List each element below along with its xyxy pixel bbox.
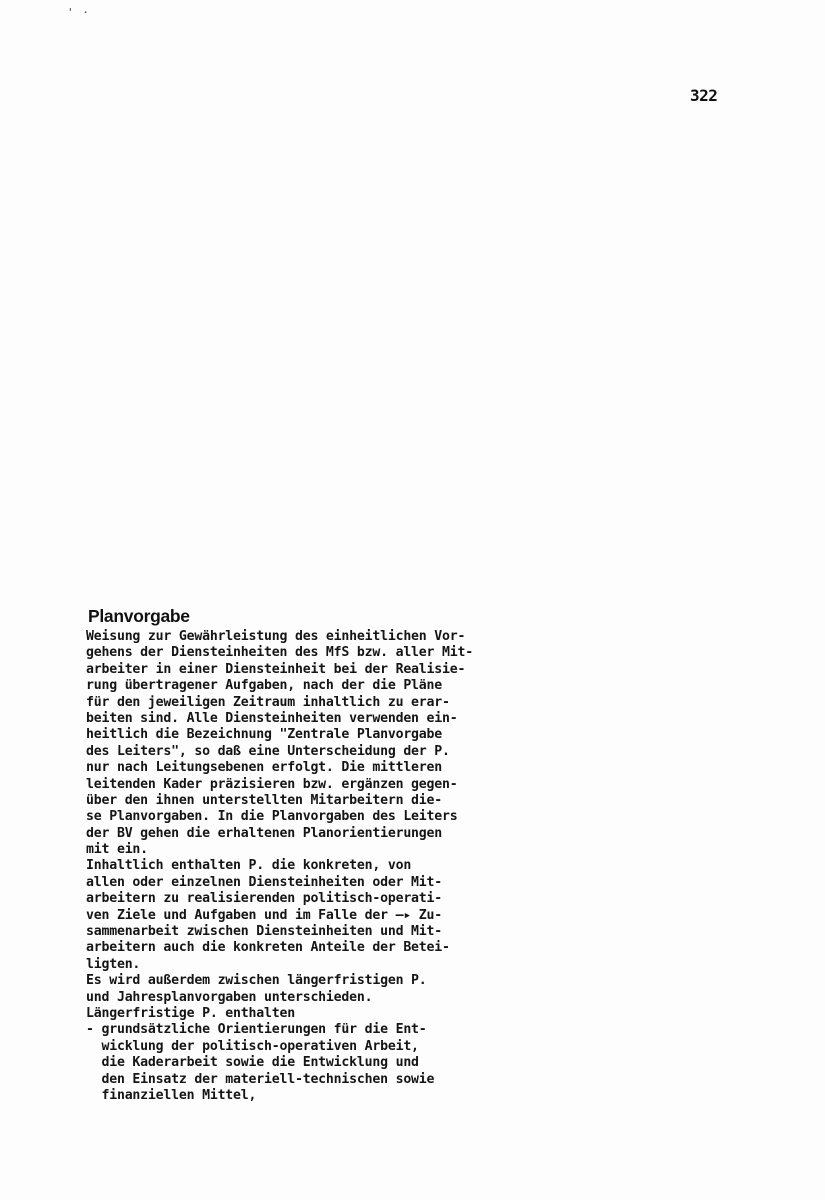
text-line: leitenden Kader präzisieren bzw. ergänzen gegen-: [86, 776, 458, 792]
text-line: Es wird außerdem zwischen längerfristigen P.: [86, 973, 427, 989]
text-line: mit ein.: [86, 842, 148, 858]
text-line: arbeitern zu realisierenden politisch-operati-: [86, 891, 443, 907]
text-line: arbeitern auch die konkreten Anteile der Betei-: [86, 940, 450, 956]
text-line: des Leiters", so daß eine Unterscheidung der P.: [86, 743, 450, 759]
page-number: 322: [690, 86, 718, 105]
glossary-entry: [86, 606, 606, 1104]
text-line: beiten sind. Alle Diensteinheiten verwenden ein-: [86, 710, 458, 726]
text-line: heitlich die Bezeichnung "Zentrale Planvorgabe: [86, 727, 443, 743]
text-line: arbeiter in einer Diensteinheit bei der Realisie-: [86, 661, 466, 677]
entry-title: Planvorgabe: [88, 606, 190, 626]
text-line-with-cross-reference: ven Ziele und Aufgaben und im Falle der —▸ Zu-: [86, 907, 443, 923]
entry-body: [86, 629, 606, 1104]
text-line: sammenarbeit zwischen Diensteinheiten und Mit-: [86, 924, 443, 940]
text-line: allen oder einzelnen Diensteinheiten oder Mit-: [86, 874, 443, 890]
list-item-line: wicklung der politisch-operativen Arbeit,: [86, 1038, 419, 1054]
list-item-line: die Kaderarbeit sowie die Entwicklung und: [86, 1055, 419, 1071]
scan-mark: ' ·: [67, 6, 90, 19]
text-line: ligten.: [86, 956, 141, 972]
text-line: rung übertragener Aufgaben, nach der die Pläne: [86, 678, 443, 694]
list-item-line: - grundsätzliche Orientierungen für die Ent-: [86, 1022, 427, 1038]
text-line: und Jahresplanvorgaben unterschieden.: [86, 989, 373, 1005]
list-item-line: den Einsatz der materiell-technischen sowie: [86, 1071, 435, 1087]
text-line: gehens der Diensteinheiten des MfS bzw. aller Mit-: [86, 645, 473, 661]
text-line: Weisung zur Gewährleistung des einheitlichen Vor-: [86, 629, 466, 644]
list-item-line: finanziellen Mittel,: [86, 1087, 257, 1103]
text-line: Inhaltlich enthalten P. die konkreten, von: [86, 858, 412, 874]
text-line: über den ihnen unterstellten Mitarbeitern die-: [86, 792, 443, 808]
text-line: Längerfristige P. enthalten: [86, 1005, 295, 1021]
text-line: nur nach Leitungsebenen erfolgt. Die mittleren: [86, 760, 443, 776]
text-line: der BV gehen die erhaltenen Planorientierungen: [86, 825, 443, 841]
text-line: se Planvorgaben. In die Planvorgaben des Leiters: [86, 809, 458, 825]
text-line: für den jeweiligen Zeitraum inhaltlich zu erar-: [86, 694, 450, 710]
